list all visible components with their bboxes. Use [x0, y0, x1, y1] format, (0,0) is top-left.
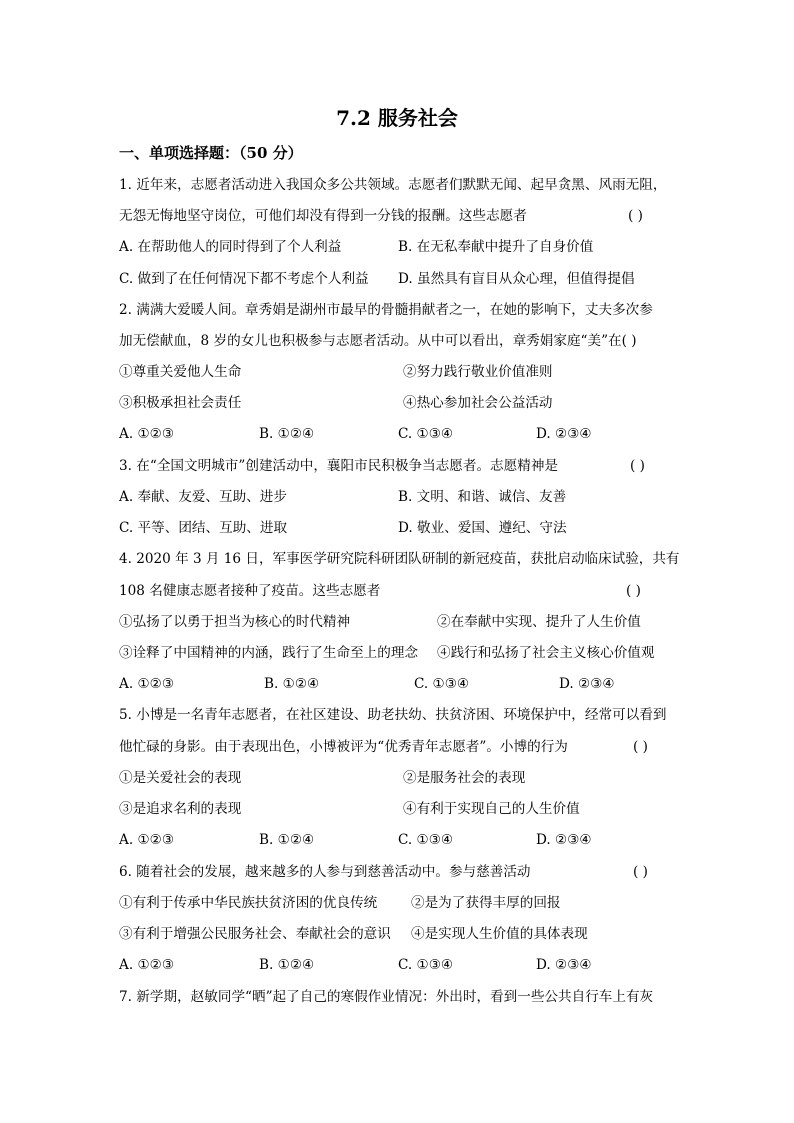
statement-3: ③积极承担社会责任 [119, 395, 242, 411]
statement-2: ②是为了获得丰厚的回报 [411, 895, 561, 911]
question-2-stem-line-1: 2. 满满大爱暖人间。章秀娟是湖州市最早的骨髓捐献者之一，在她的影响下，丈夫多次参 [119, 302, 653, 318]
question-3-stem-line-1: 3. 在“全国文明城市”创建活动中，襄阳市民积极争当志愿者。志愿精神是 [119, 458, 559, 474]
statement-1: ①弘扬了以勇于担当为核心的时代精神 [119, 614, 351, 630]
answer-parenthesis[interactable]: ( ) [628, 208, 643, 224]
statement-2: ②努力践行敬业价值准则 [403, 364, 553, 380]
question-2-stem-line-2: 加无偿献血，8 岁的女儿也积极参与志愿者活动。从中可以看出，章秀娟家庭“美”在( ) [119, 333, 637, 349]
question-4-stem-line-2: 108 名健康志愿者接种了疫苗。这些志愿者 [119, 583, 381, 599]
option-b[interactable]: B. ①②④ [259, 832, 315, 848]
statement-3: ③有利于增强公民服务社会、奉献社会的意识 [119, 926, 391, 942]
statement-4: ④有利于实现自己的人生价值 [403, 801, 580, 817]
answer-parenthesis[interactable]: ( ) [626, 583, 641, 599]
question-6-stem-line-1: 6. 随着社会的发展，越来越多的人参与到慈善活动中。参与慈善活动 [119, 864, 531, 880]
option-a[interactable]: A. ①②③ [119, 832, 175, 848]
page-title: 7.2 服务社会 [336, 106, 458, 130]
statement-2: ②是服务社会的表现 [403, 770, 526, 786]
option-a[interactable]: A. 奉献、友爱、互助、进步 [119, 489, 287, 505]
option-d[interactable]: D. 虽然具有盲目从众心理，但值得提倡 [398, 271, 635, 287]
statement-4: ④践行和弘扬了社会主义核心价值观 [437, 645, 655, 661]
question-1-stem-line-2: 无怨无悔地坚守岗位，可他们却没有得到一分钱的报酬。这些志愿者 [119, 208, 527, 224]
option-c[interactable]: C. 做到了在任何情况下都不考虑个人利益 [119, 271, 369, 287]
option-c[interactable]: C. 平等、团结、互助、进取 [119, 520, 288, 536]
option-d[interactable]: D. ②③④ [536, 832, 592, 848]
answer-parenthesis[interactable]: ( ) [630, 458, 645, 474]
option-b[interactable]: B. ①②④ [264, 676, 320, 692]
question-1-stem-line-1: 1. 近年来，志愿者活动进入我国众多公共领域。志愿者们默默无闻、起早贪黑、风雨无阻， [119, 177, 667, 193]
option-b[interactable]: B. ①②④ [259, 957, 315, 973]
statement-4: ④热心参加社会公益活动 [403, 395, 553, 411]
question-4-stem-line-1: 4. 2020 年 3 月 16 日，军事医学研究院科研团队研制的新冠疫苗，获批启动临床试验，共有 [119, 551, 680, 567]
option-d[interactable]: D. 敬业、爱国、遵纪、守法 [398, 520, 567, 536]
option-d[interactable]: D. ②③④ [559, 676, 615, 692]
section-heading: 一、单项选择题：（50 分） [119, 144, 303, 162]
statement-1: ①有利于传承中华民族扶贫济困的优良传统 [119, 895, 378, 911]
statement-2: ②在奉献中实现、提升了人生价值 [437, 614, 641, 630]
option-d[interactable]: D. ②③④ [536, 426, 592, 442]
option-a[interactable]: A. ①②③ [119, 676, 175, 692]
statement-4: ④是实现人生价值的具体表现 [411, 926, 588, 942]
option-b[interactable]: B. 文明、和谐、诚信、友善 [398, 489, 567, 505]
question-5-stem-line-2: 他忙碌的身影。由于表现出色，小博被评为“优秀青年志愿者”。小博的行为 [119, 739, 568, 755]
option-d[interactable]: D. ②③④ [536, 957, 592, 973]
option-a[interactable]: A. ①②③ [119, 426, 175, 442]
option-b[interactable]: B. ①②④ [259, 426, 315, 442]
option-b[interactable]: B. 在无私奉献中提升了自身价值 [398, 239, 594, 255]
option-c[interactable]: C. ①③④ [398, 426, 454, 442]
option-c[interactable]: C. ①③④ [398, 957, 454, 973]
statement-3: ③诠释了中国精神的内涵，践行了生命至上的理念 [119, 645, 419, 661]
option-c[interactable]: C. ①③④ [414, 676, 470, 692]
answer-parenthesis[interactable]: ( ) [633, 864, 648, 880]
question-7-stem-line-1: 7. 新学期，赵敏同学“晒”起了自己的寒假作业情况：外出时，看到一些公共自行车上有灰 [119, 989, 654, 1005]
statement-3: ③是追求名利的表现 [119, 801, 242, 817]
answer-parenthesis[interactable]: ( ) [633, 739, 648, 755]
option-a[interactable]: A. 在帮助他人的同时得到了个人利益 [119, 239, 342, 255]
option-a[interactable]: A. ①②③ [119, 957, 175, 973]
statement-1: ①是关爱社会的表现 [119, 770, 242, 786]
question-5-stem-line-1: 5. 小博是一名青年志愿者，在社区建设、助老扶幼、扶贫济困、环境保护中，经常可以看到 [119, 707, 667, 723]
option-c[interactable]: C. ①③④ [398, 832, 454, 848]
statement-1: ①尊重关爱他人生命 [119, 364, 242, 380]
